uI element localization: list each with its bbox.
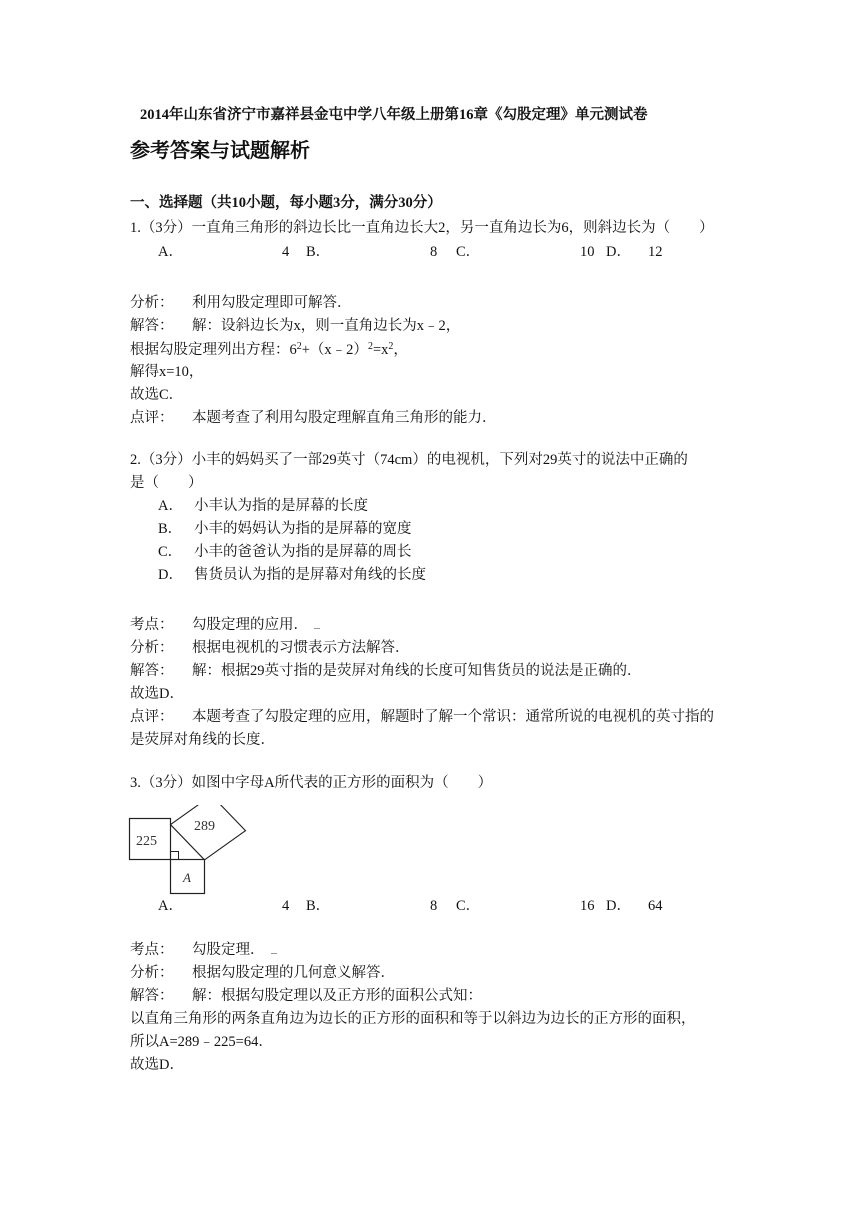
q2-answer xyxy=(130,664,642,679)
q1-option-a-letter: A． xyxy=(158,244,183,260)
section-heading: 一、选择题（共10小题，每小题3分，满分30分） xyxy=(130,195,442,211)
q1-stem: 1.（3分）一直角三角形的斜边长比一直角边长大2，另一直角边长为6，则斜边长为（ ） xyxy=(130,220,714,236)
q1-eq-sup1: 2 xyxy=(296,341,302,352)
q2-comment-text: 本题考查了勾股定理的应用，解题时了解一个常识：通常所说的电视机的英寸指的 xyxy=(192,709,714,725)
pythagoras-squares-figure xyxy=(128,805,252,895)
q3-options xyxy=(158,899,718,917)
q2-stem-line2: 是（ ） xyxy=(130,475,203,491)
q1-equation-line xyxy=(130,342,408,358)
q1-option-c-letter: C． xyxy=(456,244,481,260)
q2-answer-text: 解：根据29英寸指的是荧屏对角线的长度可知售货员的说法是正确的． xyxy=(192,663,642,679)
q3-option-a-value: 4 xyxy=(282,898,290,914)
q2-choice-c-text: 小丰的爸爸认为指的是屏幕的周长 xyxy=(194,544,412,560)
top-square-label: 289 xyxy=(194,819,215,834)
q2-analysis-text: 根据电视机的习惯表示方法解答． xyxy=(192,640,410,656)
q3-answer-text: 解：根据勾股定理以及正方形的面积公式知： xyxy=(192,988,482,1004)
q3-point-mark xyxy=(271,945,277,954)
q1-eq-sup3: 2 xyxy=(388,341,394,352)
q2-choice-b-letter: B． xyxy=(158,521,183,537)
q2-choice-b xyxy=(158,522,412,537)
q2-choice-b-text: 小丰的妈妈认为指的是屏幕的宽度 xyxy=(194,521,412,537)
q3-analysis-text: 根据勾股定理的几何意义解答． xyxy=(192,965,395,981)
q3-option-d-letter: D． xyxy=(606,898,631,914)
q2-choice-d xyxy=(158,568,426,583)
q1-option-d-value: 12 xyxy=(648,244,663,260)
q1-eq-part-c: =x xyxy=(372,342,389,358)
q3-option-c-value: 16 xyxy=(580,898,595,914)
q2-comment-line2: 是荧屏对角线的长度． xyxy=(130,732,275,748)
q1-eq-sup2: 2 xyxy=(367,341,373,352)
q2-choice-c-letter: C． xyxy=(158,544,183,560)
q2-choice-d-text: 售货员认为指的是屏幕对角线的长度 xyxy=(194,567,426,583)
document-subtitle: 参考答案与试题解析 xyxy=(130,140,310,162)
q1-option-d-letter: D． xyxy=(606,244,631,260)
q3-option-d-value: 64 xyxy=(648,898,663,914)
q1-comment xyxy=(130,411,497,426)
q1-analysis-text: 利用勾股定理即可解答． xyxy=(192,295,352,311)
q1-comment-label: 点评： xyxy=(130,410,174,426)
q1-eq-part-a: 根据勾股定理列出方程：6 xyxy=(130,342,297,358)
q2-point-mark xyxy=(314,620,320,629)
q3-analysis-label: 分析： xyxy=(130,965,174,981)
q1-analysis xyxy=(130,296,352,311)
q1-answer-label: 解答： xyxy=(130,318,174,334)
q2-answer-label: 解答： xyxy=(130,663,174,679)
q2-choice-a-text: 小丰认为指的是屏幕的长度 xyxy=(194,498,368,514)
q1-answer xyxy=(130,319,460,334)
q1-answer-text: 解：设斜边长为x，则一直角边长为x﹣2， xyxy=(192,318,461,334)
q1-choose-line: 故选C． xyxy=(130,387,184,403)
q3-answer-label: 解答： xyxy=(130,988,174,1004)
q3-option-a-letter: A． xyxy=(158,898,183,914)
q2-choice-a-letter: A． xyxy=(158,498,183,514)
left-square-label: 225 xyxy=(136,834,157,849)
q1-solve-line: 解得x=10， xyxy=(130,364,204,380)
q2-choice-c xyxy=(158,545,412,560)
q3-point-label: 考点： xyxy=(130,942,174,958)
q2-point xyxy=(130,618,320,633)
right-angle-marker xyxy=(171,852,179,860)
q1-comment-text: 本题考查了利用勾股定理解直角三角形的能力． xyxy=(192,410,497,426)
q2-choice-a xyxy=(158,499,368,514)
q3-answer xyxy=(130,989,482,1004)
q3-stem: 3.（3分）如图中字母A所代表的正方形的面积为（ ） xyxy=(130,775,493,791)
bottom-square-label: A xyxy=(183,870,191,885)
q2-analysis xyxy=(130,641,410,656)
q3-point xyxy=(130,943,277,958)
q3-choose-line: 故选D． xyxy=(130,1057,184,1073)
q3-explanation-line: 以直角三角形的两条直角边为边长的正方形的面积和等于以斜边为边长的正方形的面积， xyxy=(130,1011,696,1027)
q3-analysis xyxy=(130,966,395,981)
q1-option-b-value: 8 xyxy=(430,244,438,260)
q1-eq-part-d: ， xyxy=(393,342,408,358)
q3-calculation-line: 所以A=289﹣225=64． xyxy=(130,1034,273,1050)
q3-option-b-value: 8 xyxy=(430,898,438,914)
q1-eq-part-b: +（x﹣2） xyxy=(301,342,368,358)
q2-analysis-label: 分析： xyxy=(130,640,174,656)
q1-options xyxy=(158,245,718,263)
q1-option-c-value: 10 xyxy=(580,244,595,260)
q2-point-label: 考点： xyxy=(130,617,174,633)
q2-choose-line: 故选D． xyxy=(130,686,184,702)
q3-option-c-letter: C． xyxy=(456,898,481,914)
q2-stem-line1: 2.（3分）小丰的妈妈买了一部29英寸（74cm）的电视机，下列对29英寸的说法中正确的 xyxy=(130,452,688,468)
q2-point-text: 勾股定理的应用． xyxy=(192,617,308,633)
q3-option-b-letter: B． xyxy=(306,898,331,914)
q2-comment xyxy=(130,710,714,725)
q2-choice-d-letter: D． xyxy=(158,567,183,583)
q3-point-text: 勾股定理． xyxy=(192,942,265,958)
q2-comment-label: 点评： xyxy=(130,709,174,725)
document-title: 2014年山东省济宁市嘉祥县金屯中学八年级上册第16章《勾股定理》单元测试卷 xyxy=(140,107,648,123)
q1-analysis-label: 分析： xyxy=(130,295,174,311)
q1-option-b-letter: B． xyxy=(306,244,331,260)
q1-option-a-value: 4 xyxy=(282,244,290,260)
